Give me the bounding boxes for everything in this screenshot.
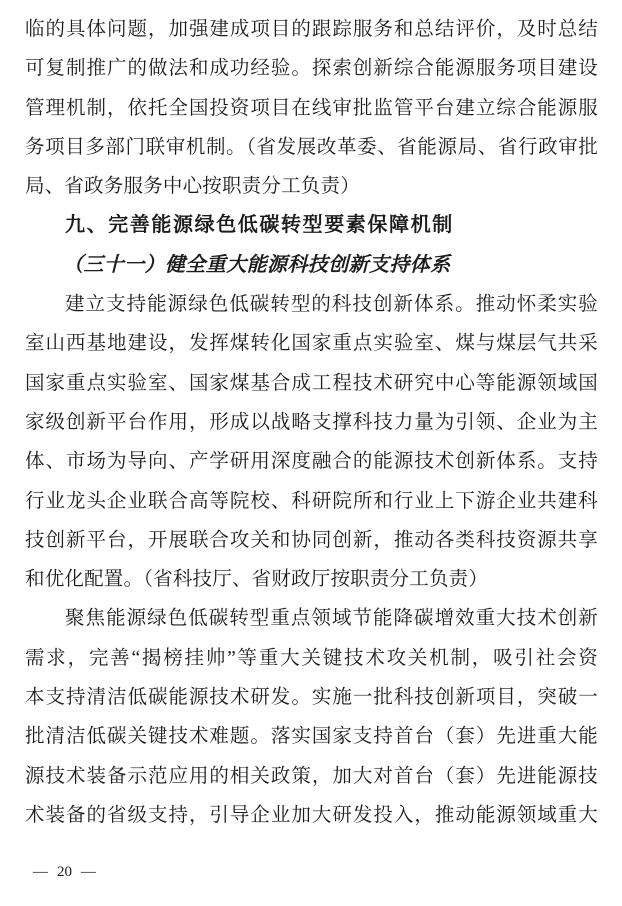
body-line: 建立支持能源绿色低碳转型的科技创新体系。推动怀柔实验 bbox=[65, 294, 598, 316]
body-line: 批清洁低碳关键技术难题。落实国家支持首台（套）先进重大能 bbox=[25, 726, 598, 748]
body-line: 源技术装备示范应用的相关政策，加大对首台（套）先进能源技 bbox=[25, 765, 598, 787]
body-line: 本支持清洁低碳能源技术研发。实施一批科技创新项目，突破一 bbox=[25, 687, 598, 709]
body-line: 术装备的省级支持，引导企业加大研发投入，推动能源领域重大 bbox=[25, 804, 598, 826]
document-page-content bbox=[25, 10, 598, 835]
body-line: 管理机制，依托全国投资项目在线审批监管平台建立综合能源服 bbox=[25, 97, 598, 119]
body-line: 行业龙头企业联合高等院校、科研院所和行业上下游企业共建科 bbox=[25, 490, 598, 512]
subsection-heading: （三十一）健全重大能源科技创新支持体系 bbox=[63, 253, 451, 276]
page-number-footer bbox=[33, 864, 96, 881]
body-line: 局、省政务服务中心按职责分工负责） bbox=[25, 176, 360, 198]
body-line: 务项目多部门联审机制。（省发展改革委、省能源局、省行政审批 bbox=[25, 136, 598, 158]
body-line: 聚焦能源绿色低碳转型重点领域节能降碳增效重大技术创新 bbox=[65, 608, 598, 630]
body-line: 临的具体问题，加强建成项目的跟踪服务和总结评价，及时总结 bbox=[25, 19, 598, 40]
body-line: 和优化配置。（省科技厅、省财政厅按职责分工负责） bbox=[25, 569, 489, 591]
body-line: 室山西基地建设，发挥煤转化国家重点实验室、煤与煤层气共采 bbox=[25, 333, 598, 355]
footer-left-dash: — bbox=[33, 864, 48, 880]
body-line: 国家重点实验室、国家煤基合成工程技术研究中心等能源领域国 bbox=[25, 372, 598, 394]
footer-right-dash: — bbox=[81, 864, 96, 880]
body-line: 体、市场为导向、产学研用深度融合的能源技术创新体系。支持 bbox=[25, 451, 598, 473]
body-line: 可复制推广的做法和成功经验。探索创新综合能源服务项目建设 bbox=[25, 58, 598, 80]
body-line: 家级创新平台作用，形成以战略支撑科技力量为引领、企业为主 bbox=[25, 411, 598, 433]
section-heading: 九、完善能源绿色低碳转型要素保障机制 bbox=[65, 214, 454, 237]
page-number: 20 bbox=[57, 864, 72, 880]
body-line: 需求，完善“揭榜挂帅”等重大关键技术攻关机制，吸引社会资 bbox=[25, 647, 598, 669]
body-line: 技创新平台，开展联合攻关和协同创新，推动各类科技资源共享 bbox=[25, 529, 598, 551]
